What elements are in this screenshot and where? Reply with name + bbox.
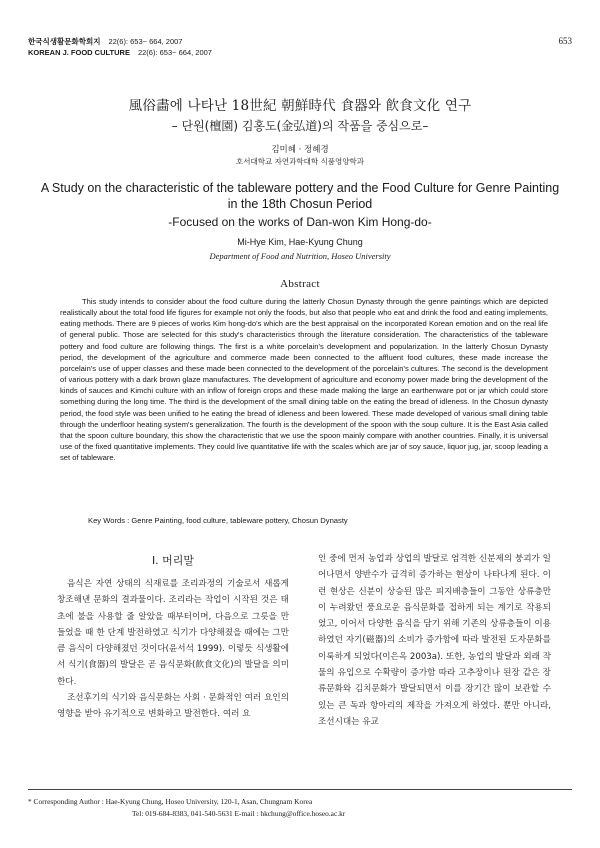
body-right-column [318,551,551,730]
footnote [28,796,345,820]
korean-subtitle: – 단원(檀園) 김홍도(金弘道)의 작품을 중심으로– [171,119,429,133]
page-number: 653 [558,36,572,46]
english-title: A Study on the characteristic of the tableware pottery and the Food Culture for Genre Painting in the 18th Chosun Period [40,181,560,211]
footnote-divider [28,789,572,790]
abstract-text: This study intends to consider about the food culture during the latterly Chosun Dynasty through the genre paintings which are depicted realistically about the total food life figures for example not only the foods, but also that people who eat and drink the food and eating implements, eating methods. There are 9 pieces of works Kim hong-do's which are the best appraisal on the incorporated Korean emotion and on the real life of general public. Those are selected for this study's characteristics through the literature consideration. The characteristics of the tableware pottery and food culture are following things. The first is a white porcelain's development and popularization. In the latterly Chosun Dynasty period, the development of the agriculture and commerce made been connected to the affluent food cultures, these made increase the porcelain's use of upper classes and these made been connected to the development of the porcelain's cultures. The second is the development of various pottery with a dark brown glaze manufactures. The development of agriculture and economy power made bring the development of the kinds of sauces and Kimchi culture with an inflow of foreign crops and these made making the large an earthenware pot or jar which could store something during the long time. The third is the development of the small dining table on the eating the bread of idleness. In the Chosun dynasty period, the food style was been unified to he eating the bread of idleness and been lowered. These made developed of various small dining table through the underfloor heating system's generalization. The fourth is the development of the spoon with the soup culture. It is the East Asia called that the spoon culture boundary, this show the characteristic that we use the spoon mainly compare with another countries. Finally, it is universal use of the fixed quantitative implements. They could live quantitative life with the scales which are jar of soy sauce, liquor jug, jar, scoop leading a set of tableware. [60,297,548,463]
abstract-heading: Abstract [280,278,320,290]
korean-authors: 김미혜 · 정혜경 [271,145,329,155]
body-left-column [57,576,289,723]
korean-affiliation: 호서대학교 자연과학대학 식품영양학과 [236,157,364,166]
body-paragraph: 조선후기의 식기와 음식문화는 사회 · 문화적인 여러 요인의 영향을 받아 유기적으로 변화하고 발전한다. 여러 요 [57,693,289,720]
keywords: Key Words : Genre Painting, food culture, tableware pottery, Chosun Dynasty [88,516,348,525]
footnote-author: * Corresponding Author : Hae-Kyung Chung, Hoseo University, 120-1, Asan, Chungnam Korea [28,797,313,806]
footnote-contact: Tel: 019-684-8383, 041-540-5631 E-mail : hkchung@office.hoseo.ac.kr [132,809,346,818]
korean-title: 風俗畵에 나타난 18世紀 朝鮮時代 食器와 飮食文化 연구 [128,98,472,114]
english-affiliation: Department of Food and Nutrition, Hoseo University [209,251,391,261]
body-paragraph: 음식은 자연 상태의 식재료를 조리과정의 기술로서 새롭게 창조해낸 문화의 결과물이다. 조리라는 작업이 시작된 것은 태초에 불을 사용할 줄 알았을 때부터이며, 다음으로 그릇을 만들었을 때 한 단계 발전하였고 식기가 다양해졌을 때에는 그만큼 음식이 다양해졌던 것이다(윤서석 1999). 이렇듯 식생활에서 식기(食器)의 발달은 곧 음식문화(飮食文化)의 발달을 의미한다. [57,579,289,687]
english-authors: Mi-Hye Kim, Hae-Kyung Chung [237,237,363,247]
english-subtitle: -Focused on the works of Dan-won Kim Hong-do- [168,215,432,229]
journal-name-en: KOREAN J. FOOD CULTURE [28,48,130,57]
journal-header [28,36,212,58]
journal-volume: 22(6): 653~ 664, 2007 [108,37,183,46]
body-paragraph: 인 중에 먼저 농업과 상업의 발달로 엄격한 신분제의 붕괴가 일어나면서 양반수가 급격히 증가하는 현상이 나타나게 된다. 이런 현상은 신분이 상승된 많은 피지배층들이 그동안 상류층만이 누려왔던 풍요로운 음식문화를 접하게 되는 계기로 작용되었고, 이어서 다양한 음식을 담기 위해 기존의 상류층들이 이용하였던 자기(磁器)의 소비가 증가함에 따라 발전된 도자문화를 이룩하게 되었다(이은옥 2003a). 또한, 농업의 발달과 외래 작물의 유입으로 수확량이 증가함 따라 고추장이나 된장 같은 장류문화와 김치문화가 발달되면서 이를 장기간 많이 보관할 수 있는 큰 독과 항아리의 제작을 가져오게 하였다. 뿐만 아니라, 조선시대는 유교 [318,554,551,727]
journal-name-ko: 한국식생활문화학회지 [28,37,101,46]
journal-volume-en: 22(6): 653~ 664, 2007 [137,48,212,57]
section-heading-introduction: Ⅰ. 머리말 [151,554,195,567]
